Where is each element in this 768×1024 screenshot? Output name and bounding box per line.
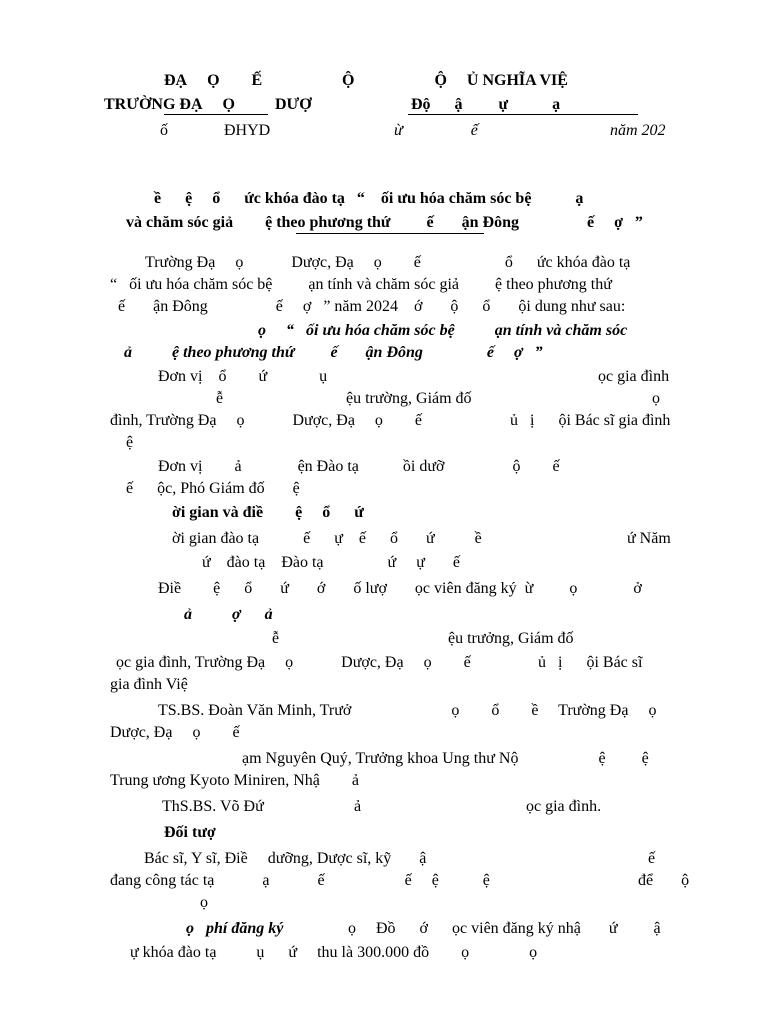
header-left-underline xyxy=(164,114,268,115)
section-registration-fee: ọ phí đăng ký xyxy=(186,920,284,937)
participants-line2: đang công tác tạ ạ ế ế ệ ệ xyxy=(110,872,490,889)
document-number: ố ĐHYD xyxy=(160,122,271,139)
document-place: ừ ế xyxy=(394,122,478,139)
lecturer1-line2-end: ủ ị ội Bác sĩ xyxy=(538,654,643,671)
document-title-line2: và chăm sóc giả ệ theo phương thứ ế ận Đông ế ợ ” xyxy=(126,214,643,231)
participants-line3: ọ xyxy=(200,894,208,911)
intro-paragraph-line2: “ ối ưu hóa chăm sóc bệ ạn tính và chăm sóc giả ệ theo phương thứ xyxy=(110,276,612,293)
section-participants: Đối tượ xyxy=(164,824,216,841)
lecturer1-line2: ọc gia đình, Trường Đạ ọ Dược, Đạ ọ ế xyxy=(116,654,471,671)
lecturer2-line1: TS.BS. Đoàn Văn Minh, Trưở ọ ổ ề Trường Đạ ọ xyxy=(158,702,657,719)
duration-line2: ứ đào tạ Đào tạ ứ ự ế xyxy=(202,554,460,571)
section-lecturers: ả ợ ả xyxy=(184,606,273,623)
section-course-name-line2: ả ệ theo phương thứ ế ận Đông ế ợ ” xyxy=(124,344,543,361)
intro-paragraph-line1: Trường Đạ ọ Dược, Đạ ọ ế ổ ức khóa đào tạ xyxy=(145,254,631,271)
section-course-name-line1: ọ “ ối ưu hóa chăm sóc bệ ạn tính và chăm sóc xyxy=(258,322,628,339)
duration-line1-end: ứ Năm xyxy=(627,530,671,547)
national-title: Ộ Ộ Ủ NGHĨA VIỆ xyxy=(342,72,568,89)
organizer-line2-b: ệu trường, Giám đố xyxy=(346,390,472,407)
coorganizer-line2: ế ộc, Phó Giám đố ệ xyxy=(126,480,300,497)
header-right-underline xyxy=(408,114,638,115)
organizer-line3-end: ủ ị ội Bác sĩ gia đình xyxy=(510,412,671,429)
lecturer1-line1-b: ệu trưởng, Giám đố xyxy=(448,630,574,647)
organizer-line2-a: ễ xyxy=(216,390,224,407)
fee-line2: ự khóa đào tạ ụ ứ thu là 300.000 đồ ọ ọ xyxy=(130,944,538,961)
lecturer1-line3: gia đình Việ xyxy=(110,676,188,693)
lecturer4-line-c: ọc gia đình. xyxy=(526,798,602,815)
section-time-location: ời gian và điề ệ ổ ứ xyxy=(172,504,364,521)
organizer-line4: ệ xyxy=(126,434,134,451)
title-underline xyxy=(296,233,484,234)
university-name: TRƯỜNG ĐẠ Ọ DƯỢ xyxy=(104,96,312,113)
participants-line2-end: để ộ xyxy=(638,872,690,889)
participants-line1-end: ế xyxy=(648,850,656,867)
organizer-line3: đình, Trường Đạ ọ Dược, Đạ ọ ế xyxy=(110,412,423,429)
lecturer1-line1-a: ễ xyxy=(272,630,280,647)
document-date: năm 202 xyxy=(610,122,666,139)
national-motto: Độ ậ ự ạ xyxy=(411,96,561,113)
lecturer3-line2: Trung ương Kyoto Miniren, Nhậ ả xyxy=(110,772,359,789)
organizer-line1-end: ọc gia đình xyxy=(598,368,670,385)
lecturer4-line-a: ThS.BS. Võ Đứ xyxy=(162,798,264,815)
fee-line1: ọ Đồ ớ ọc viên đăng ký nhậ ứ ậ xyxy=(348,920,661,937)
duration-line1: ời gian đào tạ ế ự ế ổ ứ ề xyxy=(172,530,482,547)
lecturer2-line2: Dược, Đạ ọ ế xyxy=(110,724,240,741)
lecturer3-line1: ạm Nguyên Quý, Trưởng khoa Ung thư Nộ ệ ệ xyxy=(242,750,649,767)
participants-line1: Bác sĩ, Y sĩ, Điề dưỡng, Dược sĩ, kỹ ậ xyxy=(144,850,427,867)
organizer-line2-c: ọ xyxy=(652,390,660,407)
intro-paragraph-line3: ế ận Đông ế ợ ” năm 2024 ớ ộ ổ ội dung như sau: xyxy=(118,298,626,315)
agency-name: ĐẠ Ọ Ế xyxy=(164,72,263,89)
coorganizer-line1: Đơn vị ả ện Đào tạ ồi dưỡ ộ ế xyxy=(158,458,560,475)
location-line: Điề ệ ổ ứ ớ ố lượ ọc viên đăng ký ừ ọ ở xyxy=(158,580,642,597)
document-title-line1: ề ệ ổ ức khóa đào tạ “ ối ưu hóa chăm sóc bệ ạ xyxy=(154,190,584,207)
organizer-line1: Đơn vị ổ ứ ụ xyxy=(158,368,328,385)
lecturer4-line-b: ả xyxy=(354,798,362,815)
